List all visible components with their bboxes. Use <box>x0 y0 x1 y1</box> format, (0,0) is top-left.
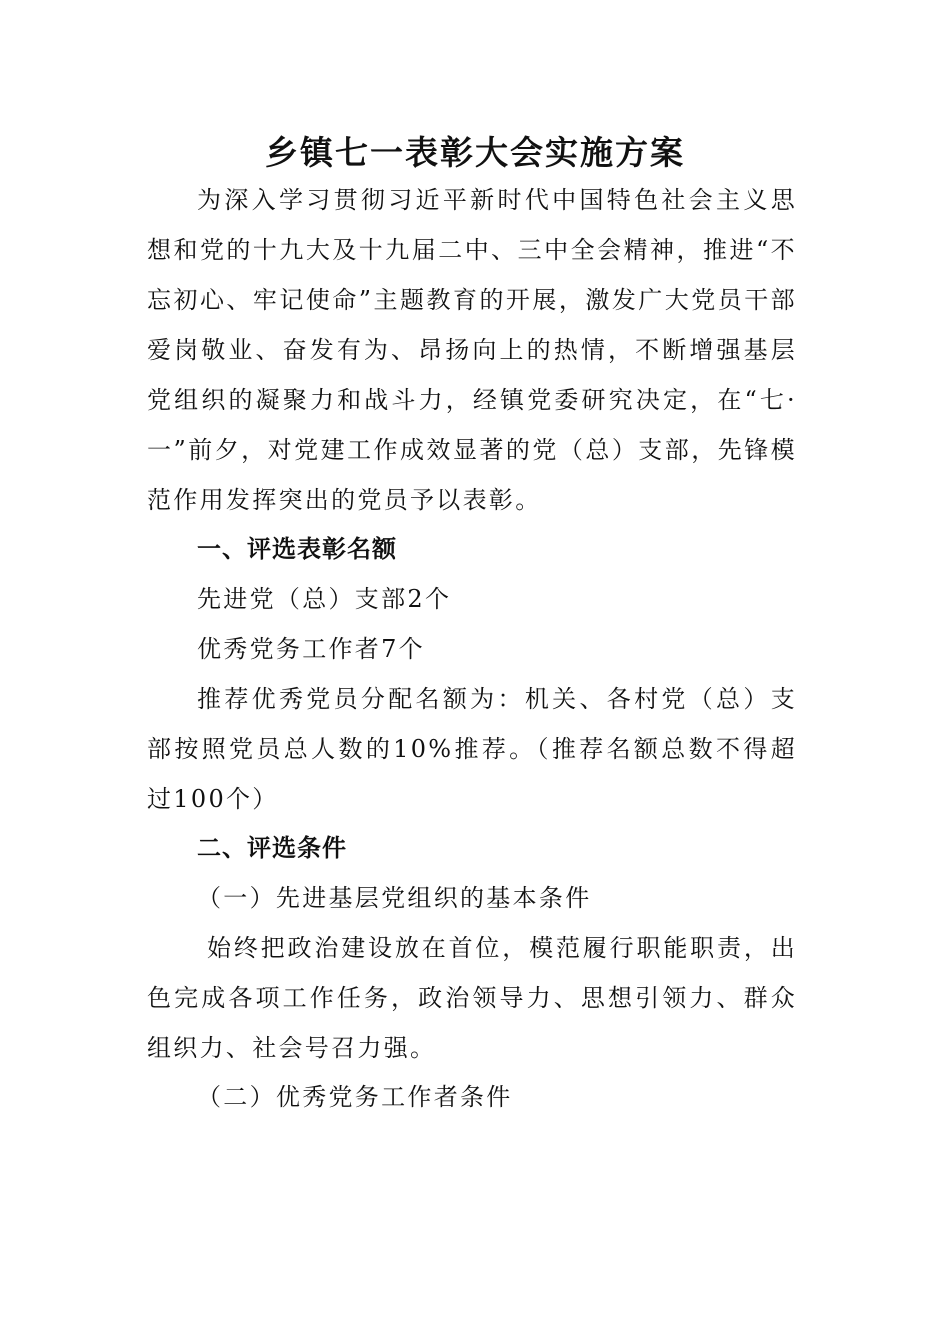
subsection-1-paragraph: 始终把政治建设放在首位，模范履行职能职责，出色完成各项工作任务，政治领导力、思想引领力、群众组织力、社会号召力强。 <box>147 934 797 1062</box>
subsection-2-heading: （二）优秀党务工作者条件 <box>197 1083 513 1111</box>
quota-advanced-branch: 先进党（总）支部2个 <box>197 585 452 613</box>
subsection-1-heading: （一）先进基层党组织的基本条件 <box>197 884 592 912</box>
document-title: 乡镇七一表彰大会实施方案 <box>265 133 685 172</box>
quota-party-member-paragraph: 推荐优秀党员分配名额为：机关、各村党（总）支部按照党员总人数的10%推荐。（推荐名额总数不得超过100个） <box>147 685 797 813</box>
section-1-heading: 一、评选表彰名额 <box>197 535 397 563</box>
section-2-heading: 二、评选条件 <box>197 834 347 862</box>
intro-paragraph: 为深入学习贯彻习近平新时代中国特色社会主义思想和党的十九大及十九届二中、三中全会精神，推进“不忘初心、牢记使命”主题教育的开展，激发广大党员干部爱岗敬业、奋发有为、昂扬向上的热情，不断增强基层党组织的凝聚力和战斗力，经镇党委研究决定，在“七·一”前夕，对党建工作成效显著的党（总）支部，先锋模范作用发挥突出的党员予以表彰。 <box>147 186 797 514</box>
quota-party-worker: 优秀党务工作者7个 <box>197 635 425 663</box>
